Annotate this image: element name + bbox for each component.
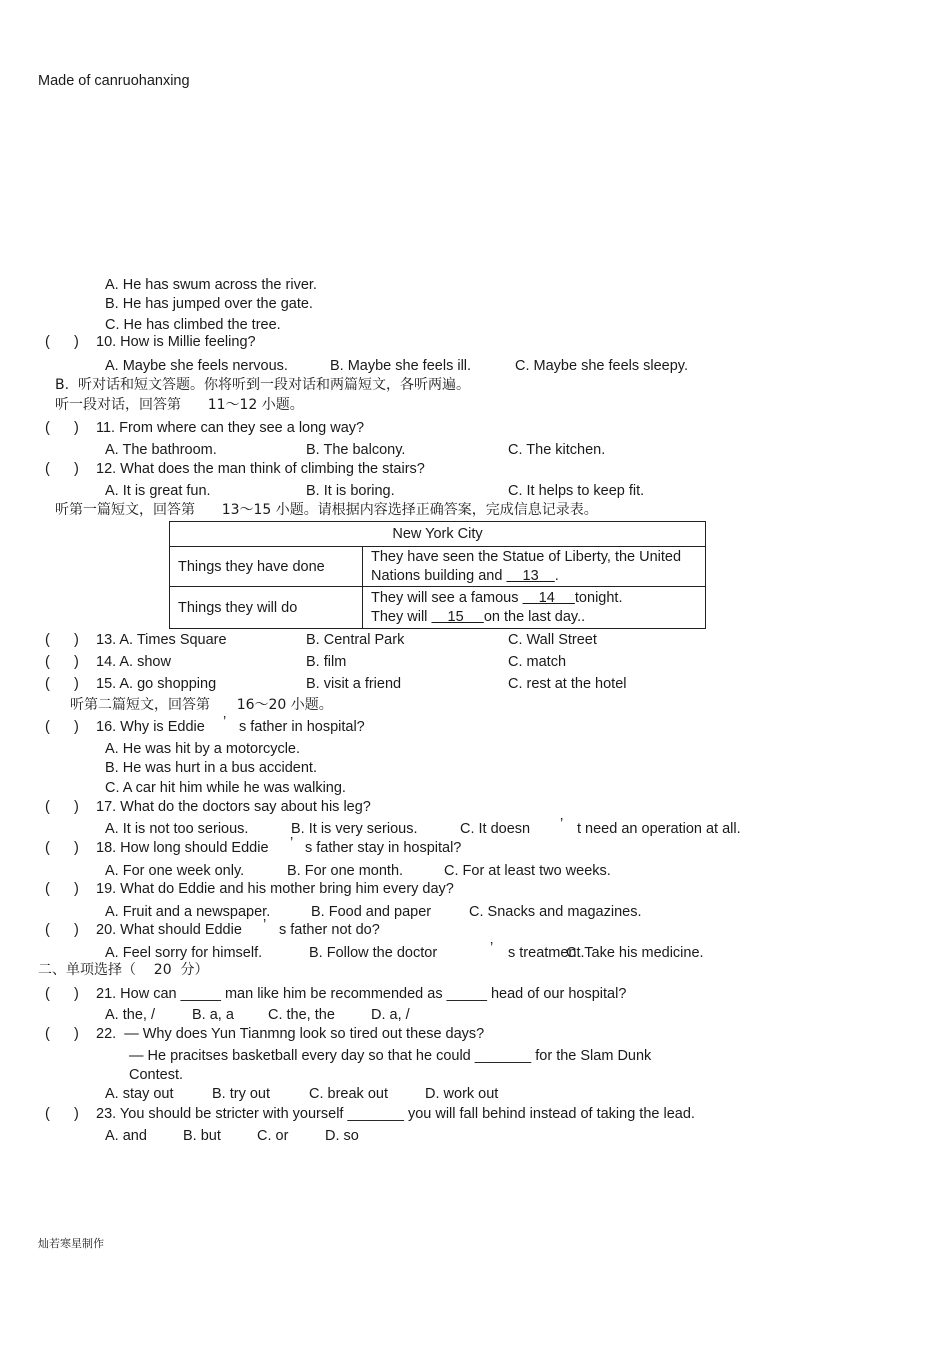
q11-question: 11. From where can they see a long way? — [96, 420, 365, 436]
q23-question: 23. You should be stricter with yourself _______ you will fall behind instead of taking the lead. — [96, 1106, 695, 1122]
table-title: New York City — [170, 522, 706, 547]
q18-answer-bracket[interactable]: ( ) — [45, 840, 79, 856]
q22-reply-line2: Contest. — [129, 1067, 183, 1083]
will-line1-end: tonight. — [574, 589, 623, 606]
q16-answer-bracket[interactable]: ( ) — [45, 719, 79, 735]
q22-question: 22. — Why does Yun Tianmng look so tired out these days? — [96, 1026, 485, 1042]
q19-answer-bracket[interactable]: ( ) — [45, 881, 79, 897]
q17-option-c-start: C. It doesn — [460, 821, 531, 837]
section-b-heading: B. 听对话和短文答题。你将听到一段对话和两篇短文，各听两遍。 — [55, 377, 470, 393]
q16-option-c: C. A car hit him while he was walking. — [105, 780, 346, 796]
q19-option-b: B. Food and paper — [311, 904, 432, 920]
q23-option-d: D. so — [325, 1128, 359, 1144]
q22-option-b: B. try out — [212, 1086, 271, 1102]
will-line2-end: on the last day.. — [483, 608, 586, 625]
q18-question-start: 18. How long should Eddie — [96, 840, 269, 856]
done-line2-text: Nations building and — [371, 567, 507, 584]
q14-option-b: B. film — [306, 654, 347, 670]
q11-option-b: B. The balcony. — [306, 442, 406, 458]
q13-answer-bracket[interactable]: ( ) — [45, 632, 79, 648]
q9-option-c: C. He has climbed the tree. — [105, 317, 281, 333]
q9-option-b: B. He has jumped over the gate. — [105, 296, 313, 312]
q16-option-b: B. He was hurt in a bus accident. — [105, 760, 317, 776]
q17-question: 17. What do the doctors say about his leg? — [96, 799, 371, 815]
q12-option-c: C. It helps to keep fit. — [508, 483, 645, 499]
q16-apostrophe: ’ — [223, 714, 227, 730]
info-record-table — [169, 521, 706, 629]
will-line1 — [371, 589, 697, 608]
q22-option-c: C. break out — [309, 1086, 388, 1102]
q11-answer-bracket[interactable]: ( ) — [45, 420, 79, 436]
q18-option-c: C. For at least two weeks. — [444, 863, 611, 879]
q19-option-a: A. Fruit and a newspaper. — [105, 904, 271, 920]
q14-option-a: 14. A. show — [96, 654, 171, 670]
q17-option-b: B. It is very serious. — [291, 821, 418, 837]
q21-option-b: B. a, a — [192, 1007, 234, 1023]
q21-option-d: D. a, / — [371, 1007, 410, 1023]
page-footer: 灿若寒星制作 — [38, 1237, 104, 1250]
q20-question-start: 20. What should Eddie — [96, 922, 242, 938]
done-line2 — [371, 567, 697, 586]
q17-option-c-end: t need an operation at all. — [577, 821, 741, 837]
q19-question: 19. What do Eddie and his mother bring him every day? — [96, 881, 454, 897]
q11-option-a: A. The bathroom. — [105, 442, 217, 458]
q15-option-c: C. rest at the hotel — [508, 676, 627, 692]
q21-question: 21. How can _____ man like him be recommended as _____ head of our hospital? — [96, 986, 627, 1002]
blank-15[interactable]: 15 — [431, 608, 484, 625]
q14-answer-bracket[interactable]: ( ) — [45, 654, 79, 670]
table-row-content-will — [363, 587, 706, 629]
q18-option-b: B. For one month. — [287, 863, 404, 879]
q22-option-d: D. work out — [425, 1086, 499, 1102]
will-line1-text: They will see a famous — [371, 589, 523, 606]
q10-answer-bracket[interactable]: ( ) — [45, 334, 79, 350]
will-line2 — [371, 608, 697, 627]
q18-question-end: s father stay in hospital? — [305, 840, 462, 856]
q17-option-c-apostrophe: ’ — [560, 816, 564, 832]
q15-option-b: B. visit a friend — [306, 676, 402, 692]
q11-option-c: C. The kitchen. — [508, 442, 606, 458]
q13-option-c: C. Wall Street — [508, 632, 597, 648]
q15-answer-bracket[interactable]: ( ) — [45, 676, 79, 692]
q12-option-a: A. It is great fun. — [105, 483, 211, 499]
q22-answer-bracket[interactable]: ( ) — [45, 1026, 79, 1042]
q17-answer-bracket[interactable]: ( ) — [45, 799, 79, 815]
q21-option-c: C. the, the — [268, 1007, 335, 1023]
q18-apostrophe: ’ — [290, 835, 294, 851]
q13-option-a: 13. A. Times Square — [96, 632, 227, 648]
q10-option-a: A. Maybe she feels nervous. — [105, 358, 288, 374]
q18-option-a: A. For one week only. — [105, 863, 245, 879]
q10-option-b: B. Maybe she feels ill. — [330, 358, 472, 374]
q21-answer-bracket[interactable]: ( ) — [45, 986, 79, 1002]
q23-answer-bracket[interactable]: ( ) — [45, 1106, 79, 1122]
q10-option-c: C. Maybe she feels sleepy. — [515, 358, 689, 374]
blank-13[interactable]: 13 — [506, 567, 555, 584]
q15-option-a: 15. A. go shopping — [96, 676, 217, 692]
q19-option-c: C. Snacks and magazines. — [469, 904, 642, 920]
passage2-intro: 听第二篇短文，回答第 16～20 小题。 — [70, 697, 333, 713]
q22-reply-line1: — He pracitses basketball every day so that he could _______ for the Slam Dunk — [129, 1048, 652, 1064]
q23-option-a: A. and — [105, 1128, 147, 1144]
q20-apostrophe: ’ — [263, 917, 267, 933]
q16-question-end: s father in hospital? — [239, 719, 365, 735]
blank-14[interactable]: 14 — [522, 589, 575, 606]
dialog-intro: 听一段对话，回答第 11～12 小题。 — [55, 397, 304, 413]
q20-answer-bracket[interactable]: ( ) — [45, 922, 79, 938]
passage1-intro: 听第一篇短文，回答第 13～15 小题。请根据内容选择正确答案，完成信息记录表。 — [55, 502, 598, 518]
q23-option-c: C. or — [257, 1128, 289, 1144]
done-line2-end: . — [554, 567, 559, 584]
page-header: Made of canruohanxing — [38, 73, 190, 89]
q12-question: 12. What does the man think of climbing the stairs? — [96, 461, 425, 477]
table-row-label-done: Things they have done — [170, 547, 363, 587]
q23-option-b: B. but — [183, 1128, 221, 1144]
q20-question-end: s father not do? — [279, 922, 380, 938]
q12-option-b: B. It is boring. — [306, 483, 395, 499]
q9-option-a: A. He has swum across the river. — [105, 277, 317, 293]
q10-question: 10. How is Millie feeling? — [96, 334, 256, 350]
will-line2-text: They will — [371, 608, 432, 625]
part2-heading: 二、单项选择（ 20 分） — [38, 962, 209, 978]
q20-option-b-end: s treatment. — [508, 945, 585, 961]
done-line1: They have seen the Statue of Liberty, the United — [371, 548, 682, 565]
q20-option-b-start: B. Follow the doctor — [309, 945, 438, 961]
q20-option-a: A. Feel sorry for himself. — [105, 945, 263, 961]
q16-question-start: 16. Why is Eddie — [96, 719, 205, 735]
q14-option-c: C. match — [508, 654, 567, 670]
q22-option-a: A. stay out — [105, 1086, 174, 1102]
q17-option-a: A. It is not too serious. — [105, 821, 249, 837]
q20-option-c: C. Take his medicine. — [566, 945, 704, 961]
q16-option-a: A. He was hit by a motorcycle. — [105, 741, 301, 757]
q13-option-b: B. Central Park — [306, 632, 405, 648]
q12-answer-bracket[interactable]: ( ) — [45, 461, 79, 477]
q21-option-a: A. the, / — [105, 1007, 155, 1023]
table-row-label-will: Things they will do — [170, 587, 363, 629]
table-row-content-done — [363, 547, 706, 587]
q20-option-b-apostrophe: ’ — [490, 940, 494, 956]
